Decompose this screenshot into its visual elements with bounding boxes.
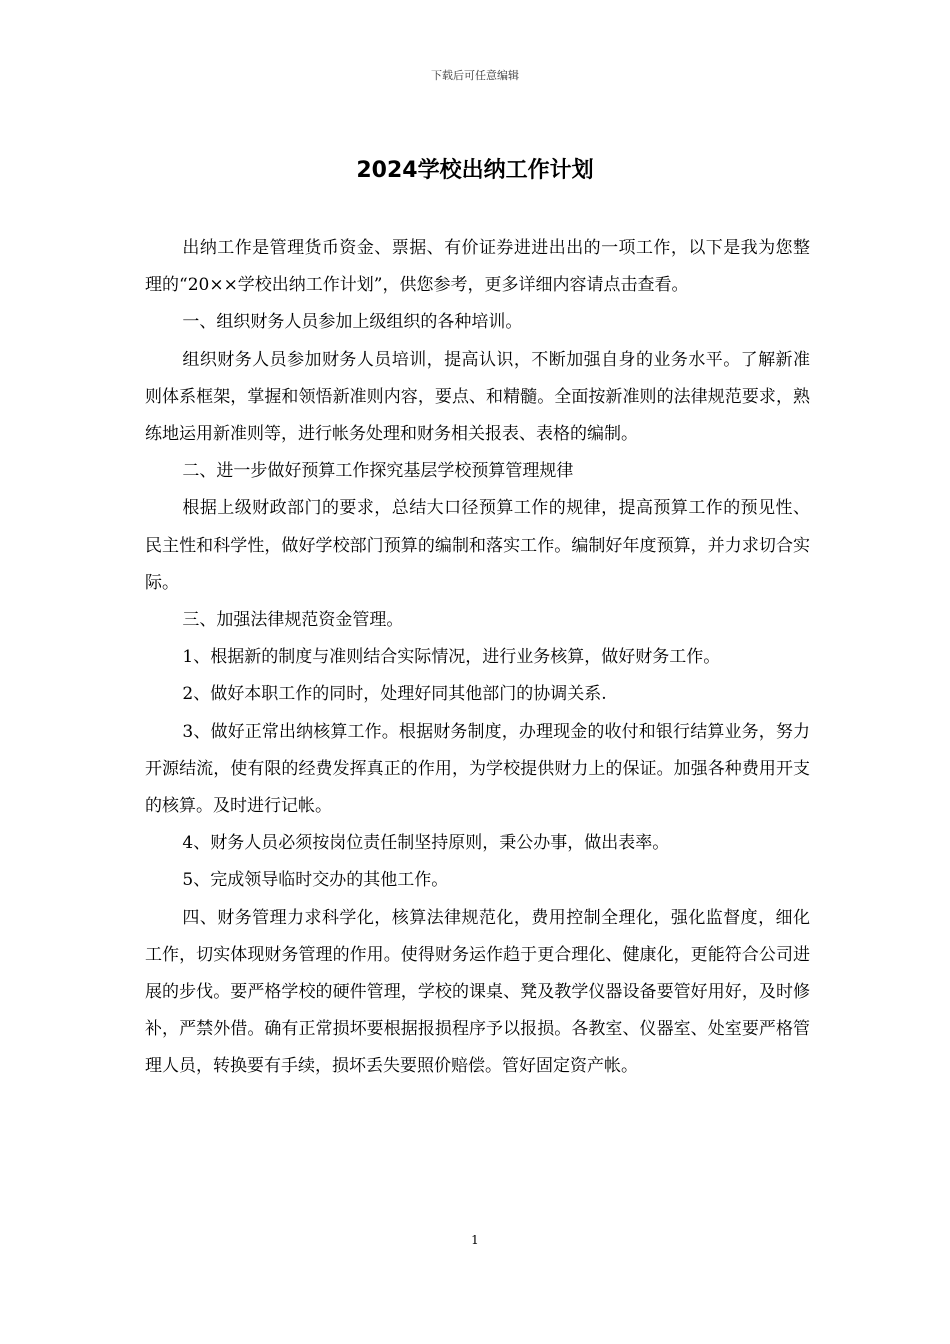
page-number: 1 — [471, 1233, 479, 1247]
intro-paragraph: 出纳工作是管理货币资金、票据、有价证券进进出出的一项工作，以下是我为您整理的“20××学校出纳工作计划”，供您参考，更多详细内容请点击查看。 — [145, 238, 810, 296]
section-heading-4: 四、财务管理力求科学化，核算法律规范化，费用控制全理化，强化监督度，细化工作，切实体现财务管理的作用。使得财务运作趋于更合理化、健康化，更能符合公司进展的步伐。要严格学校的硬件管理，学校的课桌、凳及教学仪器设备要管好用好，及时修补，严禁外借。确有正常损坏要根据报损程序予以报损。各教室、仪器室、处室要严格管理人员，转换要有手续，损坏丢失要照价赔偿。管好固定资产帐。 — [145, 907, 810, 1077]
document-body — [145, 230, 810, 1086]
list-item: 5、完成领导临时交办的其他工作。 — [182, 870, 449, 891]
list-item: 2、做好本职工作的同时，处理好同其他部门的协调关系. — [182, 684, 607, 705]
list-item: 4、财务人员必须按岗位责任制坚持原则，秉公办事，做出表率。 — [182, 833, 670, 854]
section-heading-2: 二、进一步做好预算工作探究基层学校预算管理规律 — [182, 461, 574, 482]
document-title: 2024学校出纳工作计划 — [356, 158, 594, 183]
list-item: 3、做好正常出纳核算工作。根据财务制度，办理现金的收付和银行结算业务，努力开源结流，使有限的经费发挥真正的作用，为学校提供财力上的保证。加强各种费用开支的核算。及时进行记帐。 — [145, 721, 810, 817]
list-item: 1、根据新的制度与准则结合实际情况，进行业务核算，做好财务工作。 — [182, 647, 721, 668]
header-note: 下载后可任意编辑 — [431, 69, 519, 82]
body-paragraph: 根据上级财政部门的要求，总结大口径预算工作的规律，提高预算工作的预见性、民主性和科学性，做好学校部门预算的编制和落实工作。编制好年度预算，并力求切合实际。 — [145, 498, 810, 593]
body-paragraph: 组织财务人员参加财务人员培训，提高认识，不断加强自身的业务水平。了解新准则体系框架，掌握和领悟新准则内容，要点、和精髓。全面按新准则的法律规范要求，熟练地运用新准则等，进行帐务处理和财务相关报表、表格的编制。 — [145, 349, 810, 445]
section-heading-3: 三、加强法律规范资金管理。 — [182, 610, 404, 631]
section-heading-1: 一、组织财务人员参加上级组织的各种培训。 — [182, 312, 523, 333]
